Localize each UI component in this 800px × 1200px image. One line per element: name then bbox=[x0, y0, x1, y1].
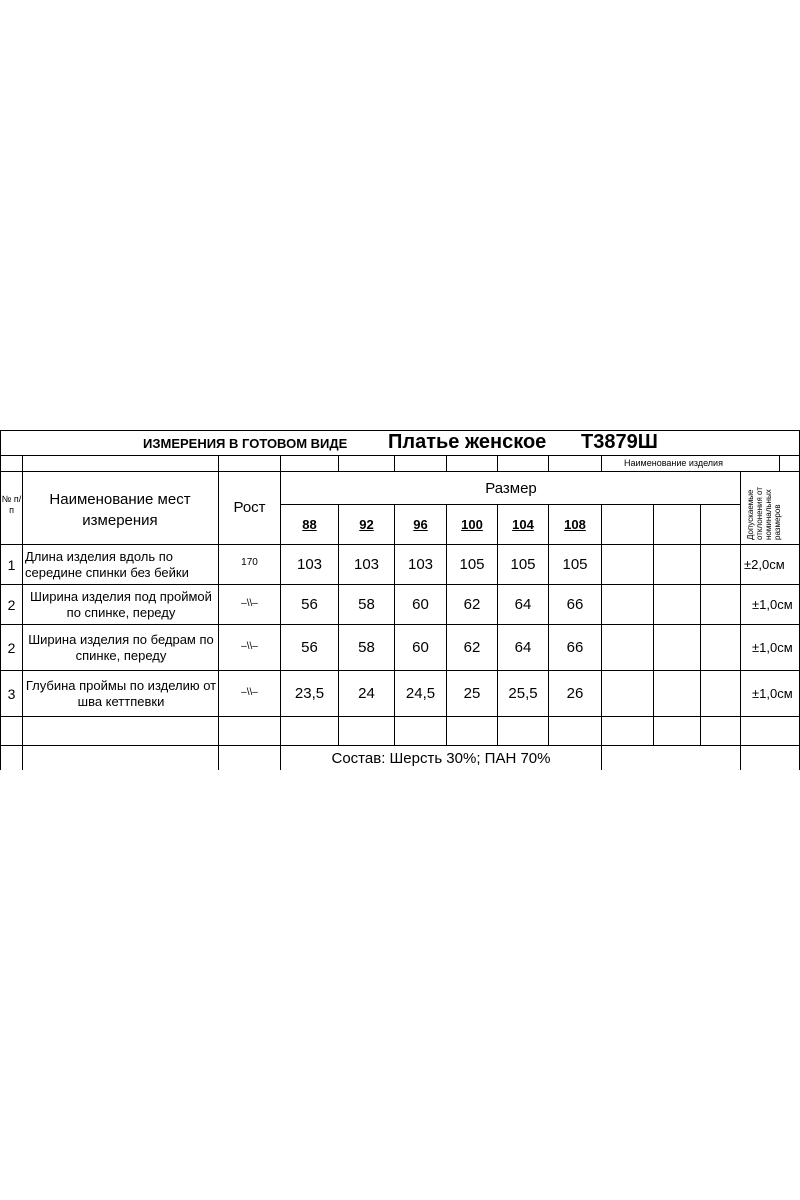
tolerance-value: ±1,0см bbox=[752, 686, 793, 701]
size-value: 60 bbox=[412, 596, 429, 613]
composition-text: Состав: Шерсть 30%; ПАН 70% bbox=[331, 750, 551, 767]
tolerance-value: ±2,0см bbox=[744, 557, 785, 572]
size-value: 58 bbox=[358, 596, 375, 613]
size-label-92: 92 bbox=[359, 517, 374, 532]
size-value: 58 bbox=[358, 639, 375, 656]
product-name: Платье женское bbox=[388, 431, 547, 453]
size-value: 62 bbox=[463, 596, 481, 613]
product-label: Наименование изделия bbox=[624, 458, 723, 468]
number-column-header: № п/п bbox=[1, 494, 22, 515]
row-number: 3 bbox=[7, 686, 16, 702]
height-value: –\\– bbox=[241, 598, 258, 609]
measure-column-header: Наименование мест измерения bbox=[49, 491, 191, 529]
size-value: 62 bbox=[463, 639, 481, 656]
size-value: 26 bbox=[566, 685, 584, 702]
size-value: 105 bbox=[562, 556, 588, 573]
measure-label: Длина изделия вдоль по середине спинки без бейки bbox=[25, 549, 189, 580]
size-value: 25 bbox=[463, 685, 481, 702]
size-value: 66 bbox=[566, 596, 584, 613]
size-value: 56 bbox=[301, 639, 318, 656]
height-value: –\\– bbox=[241, 641, 258, 652]
tolerance-column-header: Допускаемые отклонения от номинальных размеров bbox=[746, 487, 782, 540]
size-value: 25,5 bbox=[508, 685, 538, 702]
tolerance-value: ±1,0см bbox=[752, 640, 793, 655]
size-label-108: 108 bbox=[564, 517, 586, 532]
size-value: 66 bbox=[566, 639, 584, 656]
model-code: Т3879Ш bbox=[581, 431, 658, 453]
size-value: 64 bbox=[514, 639, 532, 656]
size-group-header: Размер bbox=[485, 480, 537, 497]
size-value: 24 bbox=[358, 685, 375, 702]
size-value: 105 bbox=[510, 556, 536, 573]
size-value: 23,5 bbox=[294, 685, 325, 702]
size-value: 60 bbox=[412, 639, 429, 656]
row-number: 2 bbox=[7, 640, 16, 656]
size-value: 64 bbox=[514, 596, 532, 613]
measure-label: Ширина изделия по бедрам по спинке, переду bbox=[28, 632, 214, 663]
size-label-88: 88 bbox=[302, 517, 317, 532]
measure-label: Ширина изделия под проймой по спинке, переду bbox=[30, 589, 212, 620]
size-label-100: 100 bbox=[461, 517, 483, 532]
size-value: 24,5 bbox=[405, 685, 436, 702]
tolerance-value: ±1,0см bbox=[752, 597, 793, 612]
height-column-header: Рост bbox=[233, 499, 266, 516]
size-value: 103 bbox=[407, 556, 434, 573]
size-label-104: 104 bbox=[512, 517, 534, 532]
size-value: 56 bbox=[301, 596, 318, 613]
size-value: 103 bbox=[353, 556, 380, 573]
size-label-96: 96 bbox=[413, 517, 428, 532]
section-title: ИЗМЕРЕНИЯ В ГОТОВОМ ВИДЕ bbox=[143, 436, 348, 451]
row-number: 1 bbox=[7, 557, 16, 573]
height-value: 170 bbox=[241, 557, 258, 568]
measure-label: Глубина проймы по изделию от шва кеттпевки bbox=[25, 678, 217, 709]
size-value: 103 bbox=[296, 556, 323, 573]
height-value: –\\– bbox=[241, 687, 258, 698]
row-number: 2 bbox=[7, 597, 16, 613]
size-value: 105 bbox=[459, 556, 485, 573]
